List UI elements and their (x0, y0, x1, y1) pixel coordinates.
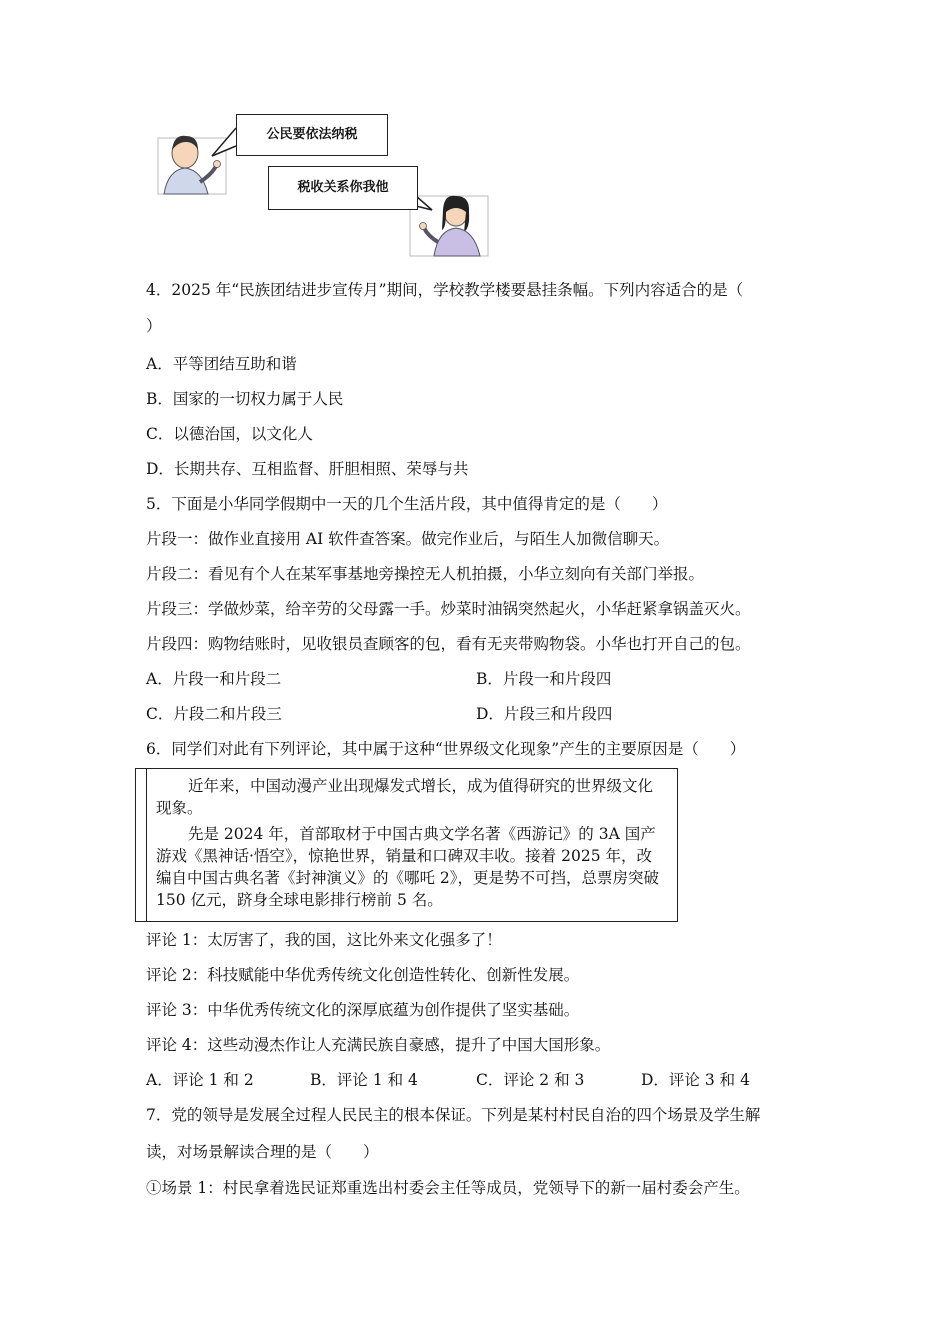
q5-option-d: D．片段三和片段四 (476, 705, 613, 723)
q5-segment-3: 片段三：学做炒菜，给辛劳的父母露一手。炒菜时油锅突然起火，小华赶紧拿锅盖灭火。 (146, 600, 751, 618)
q5-stem: 5．下面是小华同学假期中一天的几个生活片段，其中值得肯定的是（ ） (146, 495, 668, 513)
q6-box-paragraph-1: 近年来，中国动漫产业出现爆发式增长，成为值得研究的世界级文化现象。 (156, 777, 654, 817)
q5-option-b: B．片段一和片段四 (476, 670, 612, 688)
q6-comment-4: 评论 4：这些动漫杰作让人充满民族自豪感，提升了中国大国形象。 (146, 1036, 611, 1054)
speech-bubble-2: 税收关系你我他 (268, 166, 418, 210)
q4-stem: 4．2025 年“民族团结进步宣传月”期间，学校教学楼要悬挂条幅。下列内容适合的是（ (146, 281, 744, 299)
q6-option-c: C．评论 2 和 3 (476, 1071, 585, 1089)
q5-segment-1: 片段一：做作业直接用 AI 软件查答案。做完作业后，与陌生人加微信聊天。 (146, 530, 670, 548)
q5-segment-2: 片段二：看见有个人在某军事基地旁操控无人机拍摄，小华立刻向有关部门举报。 (146, 565, 705, 583)
q6-option-a: A．评论 1 和 2 (146, 1071, 254, 1089)
q6-material-box (135, 768, 678, 922)
box-left-rule (146, 769, 147, 921)
q5-segment-4: 片段四：购物结账时，见收银员查顾客的包，看有无夹带购物袋。小华也打开自己的包。 (146, 635, 751, 653)
q7-stem-cont: 读，对场景解读合理的是（ ） (146, 1143, 379, 1161)
q4-option-b: B．国家的一切权力属于人民 (146, 390, 344, 408)
tax-illustration (150, 108, 490, 258)
q6-option-d: D．评论 3 和 4 (641, 1071, 750, 1089)
speech-bubble-1: 公民要依法纳税 (236, 114, 388, 156)
q6-comment-1: 评论 1：太厉害了，我的国，这比外来文化强多了！ (146, 931, 502, 949)
q6-option-b: B．评论 1 和 4 (310, 1071, 418, 1089)
q4-option-c: C．以德治国，以文化人 (146, 425, 313, 443)
boy-figure-icon (158, 136, 226, 194)
q4-stem-cont: ） (146, 317, 162, 335)
q6-stem: 6．同学们对此有下列评论，其中属于这种“世界级文化现象”产生的主要原因是（ ） (146, 740, 746, 758)
q7-item-1: ①场景 1：村民拿着选民证郑重选出村委会主任等成员，党领导下的新一届村委会产生。 (146, 1179, 750, 1197)
q6-comment-3: 评论 3：中华优秀传统文化的深厚底蕴为创作提供了坚实基础。 (146, 1001, 580, 1019)
q7-stem: 7．党的领导是发展全过程人民民主的根本保证。下列是某村村民自治的四个场景及学生解 (146, 1106, 761, 1124)
q6-comment-2: 评论 2：科技赋能中华优秀传统文化创造性转化、创新性发展。 (146, 966, 580, 984)
q6-box-paragraph-2: 先是 2024 年，首部取材于中国古典文学名著《西游记》的 3A 国产游戏《黑神话·悟空》，惊艳世界，销量和口碑双丰收。接着 2025 年，改编自中国古典名著《封神演义》的《哪吒 2》，更是势不可挡，总票房突破 150 亿元，跻身全球电影排行榜前 5 名。 (156, 825, 660, 909)
q5-option-a: A．片段一和片段二 (146, 670, 282, 688)
q5-option-c: C．片段二和片段三 (146, 705, 282, 723)
q4-option-a: A．平等团结互助和谐 (146, 355, 297, 373)
q4-option-d: D．长期共存、互相监督、肝胆相照、荣辱与共 (146, 460, 469, 478)
